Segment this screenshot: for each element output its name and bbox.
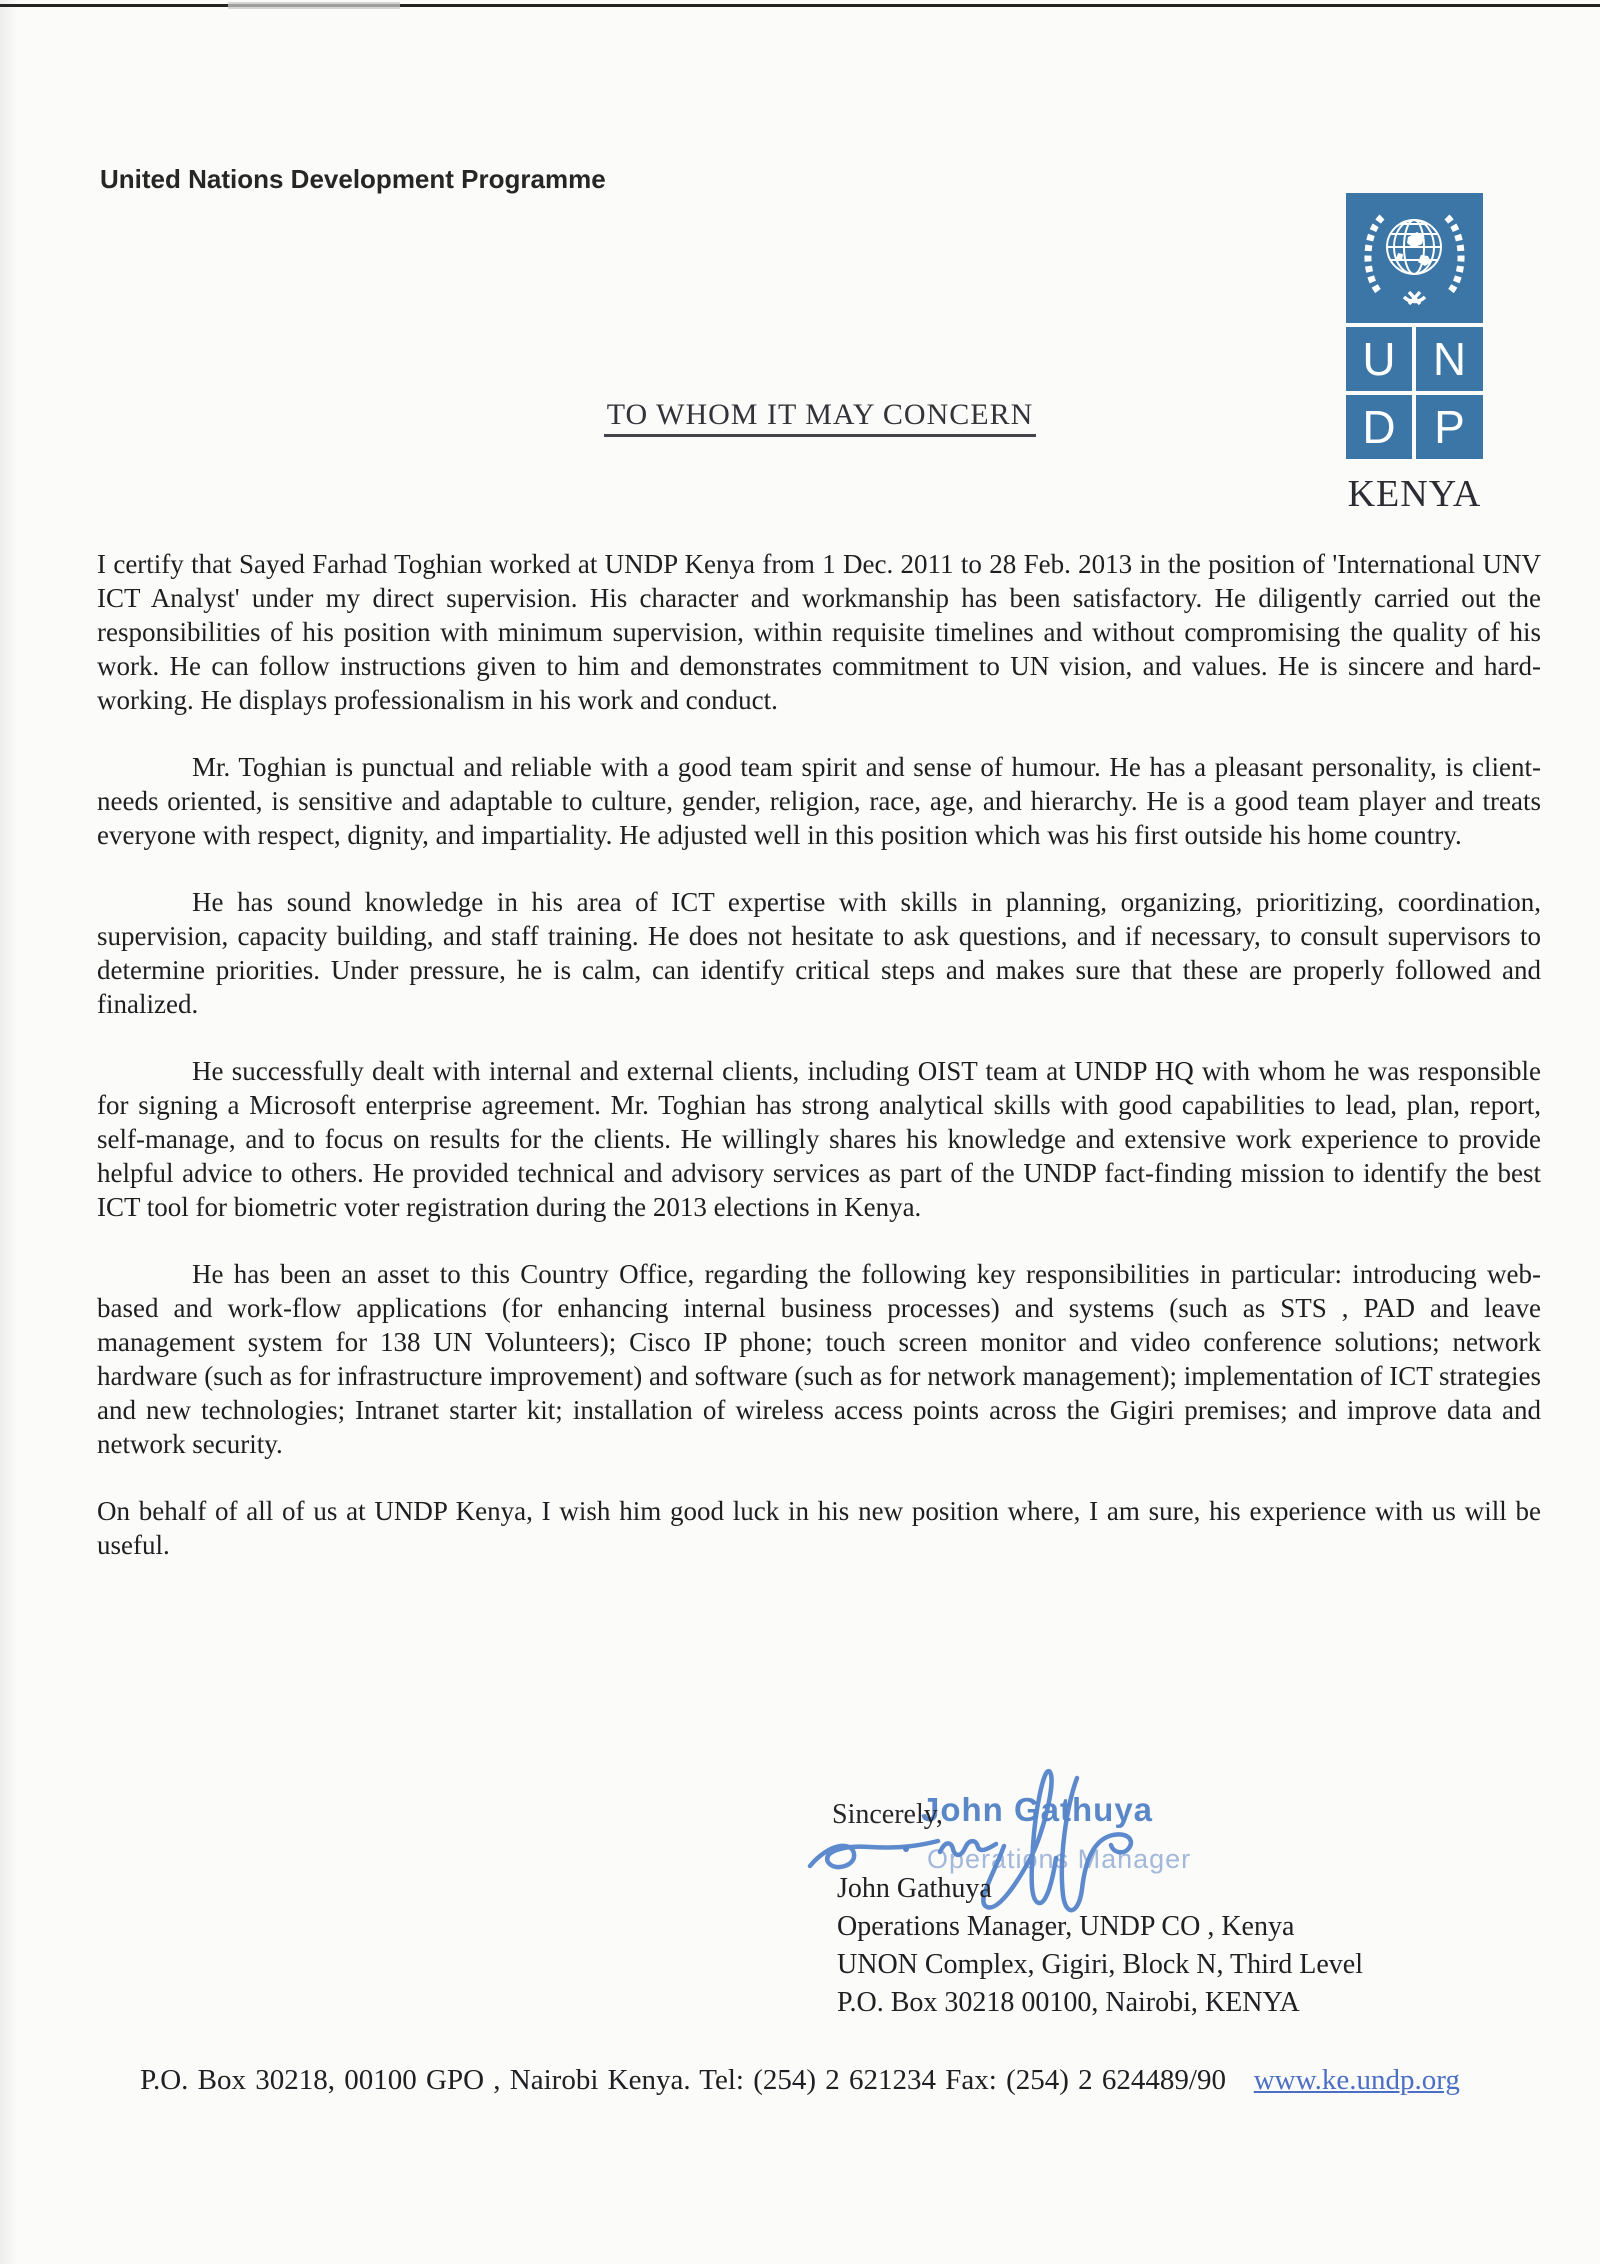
logo-country-label: KENYA (1347, 473, 1482, 515)
logo-letter-p: P (1416, 395, 1483, 459)
scan-edge-artifact-light (228, 2, 400, 9)
closing-salutation: Sincerely, (832, 1799, 943, 1830)
logo-letter-d: D (1346, 395, 1412, 459)
paragraph-6: On behalf of all of us at UNDP Kenya, I wish him good luck in his new position where, I am sure, his experience with us will be useful. (97, 1496, 1541, 1560)
footer-website-link[interactable]: www.ke.undp.org (1253, 2064, 1460, 2096)
signature-stamp-title: Operations Manager (927, 1844, 1192, 1874)
paragraph-5: He has been an asset to this Country Office, regarding the following key responsibilities in particular: introducing web-based and work-flow applications (for enhancing internal business processes) and systems (such as STS , PAD and leave management system for 138 UN Volunteers); Cisco IP phone; touch screen monitor and video conference solutions; network hardware (such as for infrastructure improvement) and software (such as for network management); implementation of ICT strategies and new technologies; Intranet starter kit; installation of wireless access points across the Gigiri premises; and improve data and network security. (97, 1259, 1541, 1459)
logo-letter-u: U (1346, 327, 1412, 391)
un-emblem-icon (1346, 193, 1483, 323)
signature-block (837, 1870, 1363, 2022)
signer-title: Operations Manager, UNDP CO , Kenya (837, 1911, 1295, 1942)
undp-letter-grid (1346, 327, 1483, 459)
paragraph-4: He successfully dealt with internal and external clients, including OIST team at UNDP HQ with whom he was responsible for signing a Microsoft enterprise agreement. Mr. Toghian has strong analytical skills with good capabilities to lead, plan, report, self-manage, and to focus on results for the clients. He willingly shares his knowledge and extensive work experience to provide helpful advice to others. He provided technical and advisory services as part of the UNDP fact-finding mission to identify the best ICT tool for biometric voter registration during the 2013 elections in Kenya. (97, 1056, 1541, 1222)
letter-body (97, 547, 1541, 1595)
undp-kenya-logo (1346, 193, 1483, 516)
letter-footer (0, 2064, 1600, 2097)
paragraph-2: Mr. Toghian is punctual and reliable with a good team spirit and sense of humour. He has a pleasant personality, is client-needs oriented, is sensitive and adaptable to culture, gender, religion, race, age, and hierarchy. He is a good team player and treats everyone with respect, dignity, and impartiality. He adjusted well in this position which was his first outside his home country. (97, 752, 1541, 850)
signature-stamp-name: John Gathuya (921, 1791, 1154, 1828)
signer-address-line2: P.O. Box 30218 00100, Nairobi, KENYA (837, 1987, 1300, 2018)
footer-contact-text: P.O. Box 30218, 00100 GPO , Nairobi Kenya. Tel: (254) 2 621234 Fax: (254) 2 624489/90 (140, 2064, 1226, 2096)
signer-name: John Gathuya (837, 1873, 992, 1904)
paragraph-1: I certify that Sayed Farhad Toghian worked at UNDP Kenya from 1 Dec. 2011 to 28 Feb. 2013 in the position of 'International UNV ICT Analyst' under my direct supervision. His character and workmanship has been satisfactory. He diligently carried out the responsibilities of his position with minimum supervision, within requisite timelines and without compromising the quality of his work. He can follow instructions given to him and demonstrates commitment to UN vision, and values. He is sincere and hard-working. He displays professionalism in his work and conduct. (97, 549, 1541, 715)
page-edge-shadow (0, 0, 18, 2264)
paragraph-3: He has sound knowledge in his area of ICT expertise with skills in planning, organizing, prioritizing, coordination, supervision, capacity building, and staff training. He does not hesitate to ask questions, and if necessary, to consult supervisors to determine priorities. Under pressure, he is calm, can identify critical steps and makes sure that these are properly followed and finalized. (97, 887, 1541, 1019)
document-title: TO WHOM IT MAY CONCERN (100, 398, 1540, 437)
logo-letter-n: N (1416, 327, 1483, 391)
signer-address-line1: UNON Complex, Gigiri, Block N, Third Level (837, 1949, 1363, 1980)
letterhead-org-name: United Nations Development Programme (100, 164, 606, 194)
